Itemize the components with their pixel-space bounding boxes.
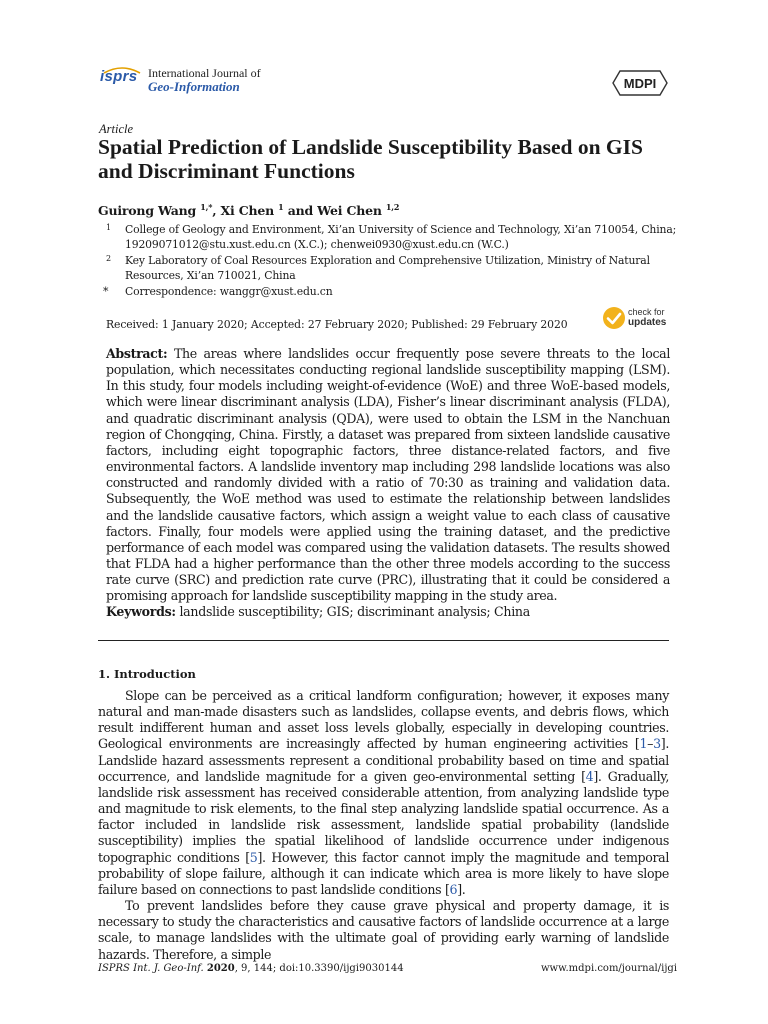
- journal-name-line2: Geo-Information: [148, 79, 240, 94]
- footer-year: 2020: [206, 963, 235, 974]
- author-name[interactable]: Wei Chen: [317, 203, 382, 219]
- footer-citation-rest: , 9, 144; doi:10.3390/ijgi9030144: [234, 963, 404, 974]
- keywords-text: landslide susceptibility; GIS; discriminant analysis; China: [179, 604, 530, 619]
- affiliation-mark: 2: [106, 254, 111, 263]
- body-text: [98, 688, 669, 963]
- journal-name-line1: International Journal of: [148, 66, 261, 80]
- correspondence-text[interactable]: Correspondence: wanggr@xust.edu.cn: [125, 285, 333, 298]
- mdpi-logo-icon[interactable]: [612, 70, 668, 96]
- author-affiliation-mark: 1,*: [200, 202, 213, 212]
- abstract: [106, 346, 670, 605]
- affiliation-mark: 1: [106, 223, 111, 232]
- author-list: [98, 202, 399, 218]
- author-name[interactable]: Guirong Wang: [98, 203, 197, 219]
- isprs-logo-text: isprs: [100, 68, 138, 85]
- author-affiliation-mark: 1: [278, 202, 284, 212]
- text-run: ].: [457, 881, 466, 897]
- abstract-label: Abstract:: [106, 346, 168, 361]
- mdpi-logo-text: MDPI: [623, 76, 657, 91]
- author-affiliation-mark: 1,2: [385, 202, 400, 212]
- text-run: ]. Gradually, landslide risk assessment has received considerable attention, from analyzing landslide type and magnitude to risk elements, to the final step analyzing landslide spatial occurrence. As a factor included in landslide risk assessment, landslide spatial probability (landslide susceptibility) implies the spatial likelihood of landslide occurrence under indigenous topographic conditions [: [98, 768, 669, 865]
- footer-journal-abbrev: ISPRS Int. J. Geo-Inf.: [98, 963, 204, 974]
- author-separator: ,: [212, 203, 217, 219]
- check-updates-line1: check for: [628, 307, 665, 317]
- check-updates-line2: updates: [628, 317, 667, 328]
- affiliation-text: Key Laboratory of Coal Resources Exploration and Comprehensive Utilization, Ministry of Natural Resources, Xi’an 710021, China: [125, 254, 650, 282]
- text-run: Slope can be perceived as a critical landform configuration; however, it exposes many natural and man-made disasters such as landslides, collapse events, and debris flows, which result indifferent human and asset loss levels globally, especially in developing countries. Geological environments are increasingly affected by human engineering activities [: [98, 688, 669, 752]
- footer-citation: [98, 963, 404, 974]
- author-name[interactable]: Xi Chen: [220, 203, 274, 219]
- affiliation-2: [98, 253, 678, 283]
- citation-link[interactable]: 5: [249, 849, 258, 865]
- paragraph: [98, 688, 669, 898]
- affiliation-text: College of Geology and Environment, Xi’an University of Science and Technology, Xi’an 710054, China; 19209071012@stu.xust.edu.cn (X.C.); chenwei0930@xust.edu.cn (W.C.): [125, 223, 677, 251]
- article-type: Article: [99, 122, 134, 136]
- publication-dates: Received: 1 January 2020; Accepted: 27 February 2020; Published: 29 February 2020: [106, 318, 568, 331]
- check-updates-icon: [602, 306, 626, 330]
- text-run: ]. However, this factor cannot imply the magnitude and temporal probability of slope failure, although it can indicate which area is more likely to have slope failure based on connections to past landslide conditions [: [98, 849, 669, 897]
- affiliation-1: [98, 222, 678, 252]
- paragraph: To prevent landslides before they cause grave physical and property damage, it is necessary to study the characteristics and causative factors of landslide occurrence at a large scale, to manage landslides with the ultimate goal of providing early warning of landslide hazards. Therefore, a simple: [98, 898, 669, 962]
- section-heading: 1. Introduction: [98, 667, 196, 681]
- author-conjunction: and: [287, 203, 314, 219]
- footer-journal-url[interactable]: www.mdpi.com/journal/ijgi: [541, 963, 678, 974]
- abstract-text: The areas where landslides occur frequently pose severe threats to the local population, which necessitates conducting regional landslide susceptibility mapping (LSM). In this study, four models including weight-of-evidence (WoE) and three WoE-based models, which were linear discriminant analysis (LDA), Fisher’s linear discriminant analysis (FLDA), and quadratic discriminant analysis (QDA), were used to obtain the LSM in the Nanchuan region of Chongqing, China. Firstly, a dataset was prepared from sixteen landslide causative factors, including eight topographic factors, three distance-related factors, and five environmental factors. A landslide inventory map including 298 landslide locations was also constructed and randomly divided with a ratio of 70:30 as training and validation data. Subsequently, the WoE method was used to estimate the relationship between landslides and the landslide causative factors, which assign a weight value to each class of causative factors. Finally, four models were applied using the training dataset, and the predictive performance of each model was compared using the validation datasets. The results showed that FLDA had a higher performance than the other three models according to the success rate curve (SRC) and prediction rate curve (PRC), illustrating that it could be considered a promising approach for landslide susceptibility mapping in the study area.: [106, 346, 670, 604]
- citation-link[interactable]: 6: [449, 881, 458, 897]
- citation-link[interactable]: 1: [639, 736, 648, 752]
- article-title: Spatial Prediction of Landslide Susceptibility Based on GIS and Discriminant Functions: [98, 135, 643, 183]
- journal-logo[interactable]: [100, 66, 300, 96]
- keywords: [106, 604, 530, 619]
- check-for-updates-button[interactable]: [602, 306, 682, 334]
- citation-link[interactable]: 3: [653, 736, 661, 752]
- correspondence: [98, 284, 678, 299]
- section-divider: [98, 640, 669, 641]
- citation-range-dash: –: [647, 736, 654, 752]
- correspondence-mark: *: [103, 285, 109, 298]
- citation-link[interactable]: 4: [585, 768, 594, 784]
- keywords-label: Keywords:: [106, 604, 176, 619]
- text-run: ]. Landslide hazard assessments represent a conditional probability based on time and spatial occurrence, and landslide magnitude for a given geo-environmental setting [: [98, 736, 669, 784]
